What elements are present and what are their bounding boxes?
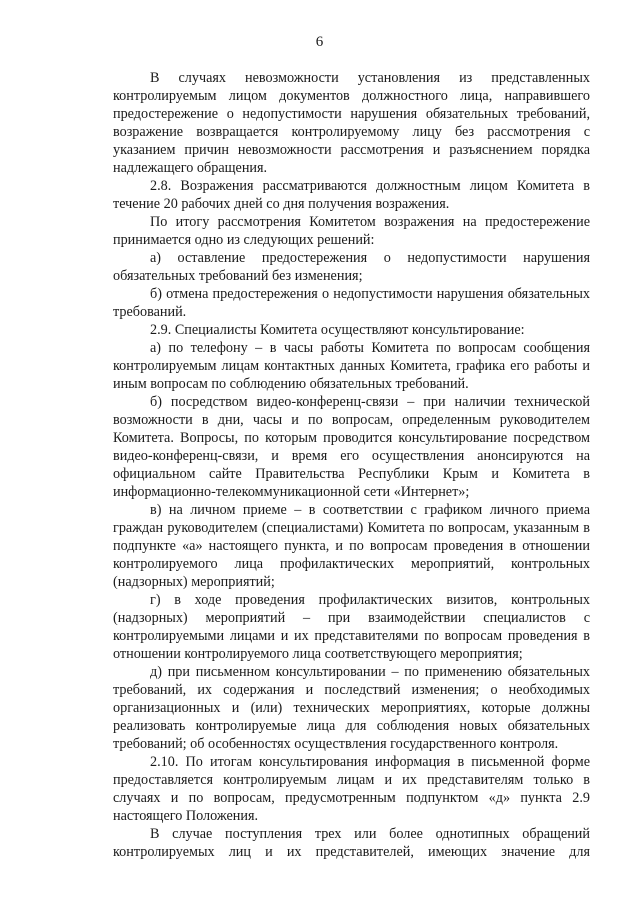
text-line: принимается одно из следующих решений: [113, 232, 375, 248]
text-line: иным вопросам по соблюдению обязательных требований. [113, 376, 469, 392]
document-body [113, 69, 590, 861]
paragraph [113, 177, 590, 213]
text-line: а) по телефону – в часы работы Комитета по вопросам сообщения [150, 340, 590, 356]
paragraph [113, 285, 590, 321]
text-line: предостережение о недопустимости нарушения обязательных требований, [113, 106, 590, 122]
text-line: (надзорных) мероприятий; [113, 574, 275, 590]
text-line: контролируемого лица профилактических мероприятий, контрольных [113, 556, 590, 572]
text-line: требований, их содержания и последствий изменения; о необходимых [113, 682, 590, 698]
text-line: течение 20 рабочих дней со дня получения возражения. [113, 196, 450, 212]
text-line: возможности в дни, часы и по вопросам, определенным руководителем [113, 412, 590, 428]
text-line: случаях и по вопросам, предусмотренным подпунктом «д» пункта 2.9 [113, 790, 590, 806]
text-line: В случаях невозможности установления из представленных [150, 70, 590, 86]
text-line: контролируемых лиц и их представителей, имеющих значение для [113, 844, 590, 860]
text-line: контролируемыми лицами и их представителями по вопросам проведения в [113, 628, 590, 644]
text-line: реализовать контролируемые лица для соблюдения новых обязательных [113, 718, 590, 734]
paragraph [113, 501, 590, 591]
text-line: 2.9. Специалисты Комитета осуществляют консультирование: [150, 322, 525, 338]
text-line: указанием причин невозможности рассмотрения и разъяснением порядка [113, 142, 590, 158]
text-line: информационно-телекоммуникационной сети «Интернет»; [113, 484, 470, 500]
paragraph [113, 663, 590, 753]
text-line: Комитета. Вопросы, по которым проводится консультирование посредством [113, 430, 590, 446]
paragraph [113, 825, 590, 861]
text-line: граждан руководителем (специалистами) Комитета по вопросам, указанным в [113, 520, 590, 536]
text-line: г) в ходе проведения профилактических визитов, контрольных [150, 592, 590, 608]
text-line: 2.10. По итогам консультирования информация в письменной форме [150, 754, 590, 770]
paragraph [113, 753, 590, 825]
text-line: организационных и (или) технических мероприятиях, которые должны [113, 700, 590, 716]
text-line: 2.8. Возражения рассматриваются должностным лицом Комитета в [150, 178, 590, 194]
text-line: обязательных требований без изменения; [113, 268, 363, 284]
text-line: По итогу рассмотрения Комитетом возражения на предостережение [150, 214, 590, 230]
text-line: (надзорных) мероприятий – при взаимодействии специалистов с [113, 610, 590, 626]
text-line: подпункте «а» настоящего пункта, и по вопросам проведения в отношении [113, 538, 590, 554]
text-line: а) оставление предостережения о недопустимости нарушения [150, 250, 590, 266]
text-line: контролируемым лицам контактных данных Комитета, графика его работы и [113, 358, 590, 374]
text-line: контролируемым лицом документов должностного лица, направившего [113, 88, 590, 104]
text-line: предоставляется контролируемым лицам и их представителям только в [113, 772, 590, 788]
text-line: возражение возвращается контролируемому лицу без рассмотрения с [113, 124, 590, 140]
text-line: требований; об особенностях осуществления государственного контроля. [113, 736, 559, 752]
paragraph [113, 249, 590, 285]
paragraph [113, 591, 590, 663]
text-line: настоящего Положения. [113, 808, 259, 824]
page-number: 6 [315, 34, 324, 50]
text-line: б) отмена предостережения о недопустимости нарушения обязательных [150, 286, 590, 302]
paragraph [113, 213, 590, 249]
paragraph [113, 321, 590, 339]
text-line: д) при письменном консультировании – по применению обязательных [150, 664, 590, 680]
paragraph [113, 339, 590, 393]
text-line: в) на личном приеме – в соответствии с графиком личного приема [150, 502, 590, 518]
text-line: официальном сайте Правительства Республики Крым и Комитета в [113, 466, 590, 482]
text-line: отношении контролируемого лица соответствующего мероприятия; [113, 646, 523, 662]
text-line: надлежащего обращения. [113, 160, 268, 176]
paragraph [113, 393, 590, 501]
text-line: В случае поступления трех или более однотипных обращений [150, 826, 590, 842]
paragraph [113, 69, 590, 177]
text-line: требований. [113, 304, 187, 320]
text-line: видео-конференц-связи, и время его осуществления анонсируются на [113, 448, 590, 464]
text-line: б) посредством видео-конференц-связи – при наличии технической [150, 394, 590, 410]
